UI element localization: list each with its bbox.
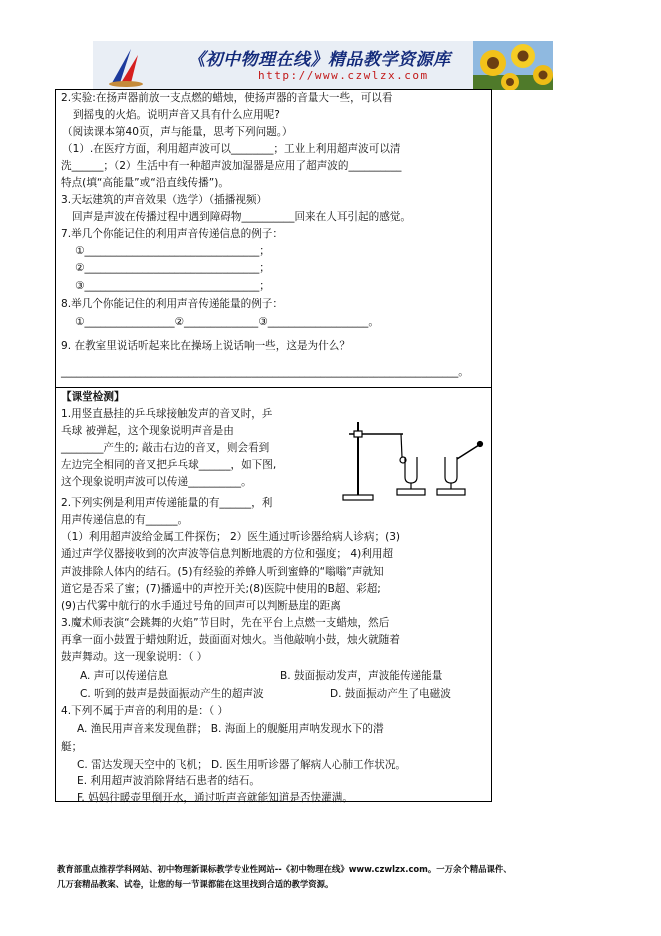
question-3-line: 3.魔术师表演“会跳舞的火焰”节目时，先在平台上点燃一支蜡烛，然后 [61, 617, 390, 629]
section-divider [55, 387, 492, 388]
question-2-line: (9)古代雾中航行的水手通过号角的回声可以判断悬崖的距离 [61, 600, 341, 612]
question-4-line: A. 渔民用声音来发现鱼群； B. 海面上的舰艇用声呐发现水下的潜 [77, 723, 384, 735]
footer-line-2: 几万套精品教案、试卷，让您的每一节课都能在这里找到合适的教学资源。 [57, 879, 334, 889]
text-line: 9. 在教室里说话听起来比在操场上说话响一些，这是为什么？ [61, 340, 350, 352]
tuning-fork-figure [339, 417, 489, 507]
text-line: 7.举几个你能记住的利用声音传递信息的例子： [61, 228, 283, 240]
blank-line: ___________________________________________________________________________。 [61, 366, 469, 378]
banner-title: 《初中物理在线》精品教学资源库 [188, 50, 451, 70]
blank-line: ①_________________②______________③___________________。 [75, 316, 379, 328]
text-line: （1）.在医疗方面，利用超声波可以________；工业上利用超声波可以清 [62, 143, 401, 155]
section-title: 【课堂检测】 [61, 391, 125, 403]
question-2-line: 2.下列实例是利用声传递能量的有______，利 [61, 497, 273, 509]
question-4-line: C. 雷达发现天空中的飞机； D. 医生用听诊器了解病人心肺工作状况。 [77, 759, 407, 771]
question-2-line: 用声传递信息的有______。 [61, 514, 189, 526]
option-b: B. 鼓面振动发声，声波能传递能量 [280, 670, 443, 682]
question-3-line: 鼓声舞动。这一现象说明：（ ） [61, 651, 208, 663]
text-line: 3.天坛建筑的声音效果（选学）（插播视频） [61, 194, 268, 206]
blank-line: ②_________________________________； [75, 262, 270, 274]
text-line: 洗______；（2）生活中有一种超声波加湿器是应用了超声波的__________ [61, 160, 402, 172]
question-3-line: 再拿一面小鼓置于蜡烛附近，鼓面面对烛火。当他敲响小鼓，烛火就随着 [61, 634, 400, 646]
text-line: 2.实验:在扬声器前放一支点燃的蜡烛，使扬声器的音量大一些，可以看 [61, 92, 393, 104]
option-c: C. 听到的鼓声是鼓面振动产生的超声波 [80, 688, 264, 700]
question-2-line: （1）利用超声波给金属工件探伤； 2）医生通过听诊器给病人诊病；(3) [61, 531, 401, 543]
sunflower-image-icon [473, 41, 553, 90]
question-4-line: E. 利用超声波消除肾结石患者的结石。 [77, 775, 260, 787]
question-2-line: 声波排除人体内的结石。(5)有经验的养蜂人听到蜜蜂的“嗡嗡”声就知 [61, 566, 384, 578]
question-4-line: 艇； [61, 741, 83, 753]
site-logo-icon [107, 45, 145, 87]
text-line: 特点(填“高能量”或“沿直线传播”)。 [61, 177, 229, 189]
question-1-line: ________产生的; 敲击右边的音叉，则会看到 [61, 442, 270, 454]
question-2-line: 通过声学仪器接收到的次声波等信息判断地震的方位和强度； 4)利用超 [61, 548, 394, 560]
banner-url[interactable]: http://www.czwlzx.com [258, 69, 429, 82]
footer-line-1: 教育部重点推荐学科网站、初中物理新课标教学专业性网站--《初中物理在线》www.czwlzx.com。一万余个精品课件、 [57, 864, 512, 874]
text-line: 回声是声波在传播过程中遇到障碍物__________回来在人耳引起的感觉。 [72, 211, 411, 223]
blank-line: ①_________________________________； [75, 245, 270, 257]
header-banner [93, 41, 553, 90]
question-1-line: 1.用竖直悬挂的乒乓球接触发声的音叉时，乒 [61, 408, 273, 420]
option-d: D. 鼓面振动产生了电磁波 [330, 688, 451, 700]
question-4-line: 4.下列不属于声音的利用的是：（ ） [61, 705, 229, 717]
text-line: 8.举几个你能记住的利用声音传递能量的例子： [61, 298, 283, 310]
text-line: 到摇曳的火焰。说明声音又具有什么应用呢? [73, 109, 280, 121]
question-1-line: 乓球 被弹起，这个现象说明声音是由 [61, 425, 234, 437]
text-line: （阅读课本第40页，声与能量，思考下列问题。） [62, 126, 293, 138]
blank-line: ③_________________________________； [75, 280, 270, 292]
question-1-line: 这个现象说明声波可以传递__________。 [61, 476, 252, 488]
question-2-line: 道它是否采了蜜；(7)播遥中的声控开关;(8)医院中使用的B超、彩超; [61, 583, 381, 595]
option-a: A. 声可以传递信息 [80, 670, 168, 682]
question-4-line: F. 妈妈往暖壶里倒开水，通过听声音就能知道是否快灌满。 [77, 792, 353, 804]
question-1-line: 左边完全相同的音叉把乒乓球______，如下图, [61, 459, 277, 471]
